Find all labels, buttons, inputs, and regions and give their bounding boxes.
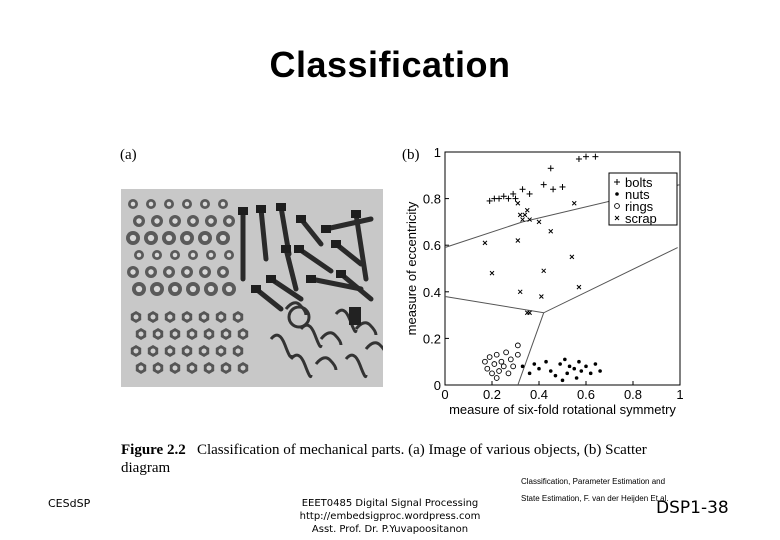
data-point-scrap	[537, 220, 541, 224]
data-point-nuts	[594, 362, 598, 366]
data-point-nuts	[533, 362, 537, 366]
data-point-scrap	[539, 294, 543, 298]
data-point-nuts	[584, 365, 588, 369]
data-point-rings	[485, 366, 490, 371]
data-point-scrap	[577, 285, 581, 289]
y-tick-label: 0.4	[422, 284, 441, 300]
data-point-nuts	[561, 379, 565, 383]
data-point-bolts	[520, 186, 526, 192]
scatter-diagram	[400, 140, 700, 430]
legend-label-scrap: scrap	[625, 211, 657, 226]
data-point-rings	[494, 376, 499, 381]
decision-boundary	[445, 248, 678, 313]
slide-title: Classification	[269, 44, 511, 85]
data-point-rings	[508, 357, 513, 362]
data-point-rings	[492, 362, 497, 367]
x-tick-label: 0.6	[576, 387, 596, 402]
y-axis-label: measure of eccentricity	[404, 201, 419, 336]
x-tick-label: 1	[676, 387, 684, 402]
data-point-rings	[504, 350, 509, 355]
footer-url: http://embedsigproc.wordpress.com	[299, 511, 481, 522]
data-point-nuts	[565, 372, 569, 376]
data-point-bolts	[583, 154, 589, 160]
caption-figure-number: Figure 2.2	[121, 442, 186, 458]
data-point-nuts	[577, 360, 581, 364]
data-point-nuts	[598, 369, 602, 373]
data-point-scrap	[523, 213, 527, 217]
footer-course: EEET0485 Digital Signal Processing	[301, 498, 479, 509]
y-tick-label: 0.8	[422, 191, 441, 207]
data-point-rings	[501, 364, 506, 369]
mechanical-parts-photo	[121, 189, 383, 387]
y-tick-label: 1	[433, 145, 441, 160]
caption-text: Classification of mechanical parts. (a) Image of various objects, (b) Scatter diagram	[121, 442, 647, 476]
data-point-nuts	[537, 367, 541, 371]
legend-marker-nuts	[615, 192, 619, 196]
data-point-bolts	[576, 156, 582, 162]
x-tick-label: 0.2	[482, 387, 502, 402]
legend-label-rings: rings	[625, 199, 654, 214]
data-point-nuts	[563, 358, 567, 362]
data-point-bolts	[541, 182, 547, 188]
legend-label-bolts: bolts	[625, 175, 653, 190]
data-point-nuts	[549, 369, 553, 373]
x-tick-label: 0	[441, 387, 449, 402]
data-point-bolts	[550, 186, 556, 192]
page-number: DSP1-38	[656, 498, 729, 518]
data-point-nuts	[558, 362, 562, 366]
x-axis-label: measure of six-fold rotational symmetry	[449, 402, 676, 417]
data-point-scrap	[572, 201, 576, 205]
data-point-scrap	[521, 218, 525, 222]
data-point-scrap	[570, 255, 574, 259]
x-tick-label: 0.4	[529, 387, 549, 402]
source-citation-line2: State Estimation, F. van der Heijden Et al.	[521, 494, 669, 503]
y-tick-label: 0.6	[422, 238, 441, 254]
data-point-rings	[499, 359, 504, 364]
data-point-rings	[515, 343, 520, 348]
data-point-rings	[515, 352, 520, 357]
data-point-nuts	[572, 367, 576, 371]
data-point-nuts	[589, 372, 593, 376]
data-point-bolts	[560, 184, 566, 190]
data-point-nuts	[580, 369, 584, 373]
legend-label-nuts: nuts	[625, 187, 650, 202]
data-point-nuts	[544, 360, 548, 364]
data-point-scrap	[518, 290, 522, 294]
x-tick-label: 0.8	[623, 387, 643, 402]
footer-center	[280, 497, 500, 536]
data-point-rings	[494, 352, 499, 357]
data-point-nuts	[575, 376, 579, 380]
data-point-nuts	[521, 365, 525, 369]
data-point-scrap	[516, 239, 520, 243]
data-point-scrap	[516, 201, 520, 205]
data-point-scrap	[542, 269, 546, 273]
data-point-nuts	[528, 372, 532, 376]
data-point-nuts	[568, 365, 572, 369]
data-point-scrap	[490, 271, 494, 275]
data-point-scrap	[549, 229, 553, 233]
data-point-rings	[511, 364, 516, 369]
data-point-bolts	[592, 154, 598, 160]
y-tick-label: 0	[433, 378, 441, 393]
data-point-nuts	[554, 374, 558, 378]
data-point-bolts	[527, 191, 533, 197]
data-point-rings	[487, 355, 492, 360]
panel-b-label: (b)	[402, 147, 420, 163]
figure-caption	[121, 441, 687, 477]
data-point-rings	[490, 371, 495, 376]
data-point-scrap	[525, 208, 529, 212]
y-tick-label: 0.2	[422, 331, 441, 347]
data-point-rings	[483, 359, 488, 364]
footer-left-text: CESdSP	[48, 497, 91, 510]
data-point-scrap	[483, 241, 487, 245]
footer-author: Asst. Prof. Dr. P.Yuvapoositanon	[311, 524, 469, 535]
source-citation-line1: Classification, Parameter Estimation and	[521, 477, 666, 486]
data-point-bolts	[548, 165, 554, 171]
data-point-rings	[506, 371, 511, 376]
panel-a-label: (a)	[120, 147, 137, 163]
data-point-scrap	[528, 311, 532, 315]
data-point-rings	[497, 369, 502, 374]
data-point-scrap	[518, 213, 522, 217]
